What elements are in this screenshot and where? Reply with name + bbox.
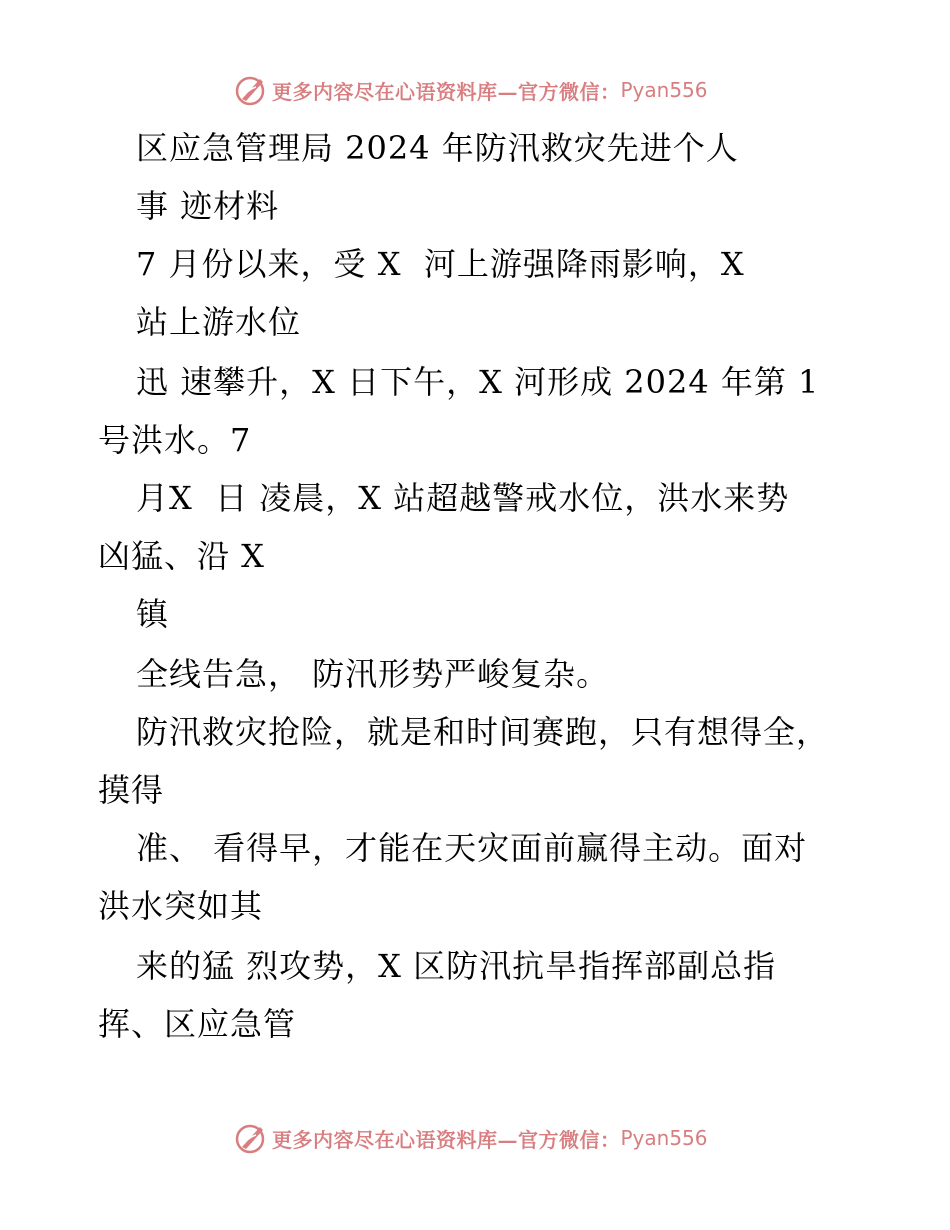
text-line: 月X 日 凌晨，X 站超越警戒水位，洪水来势 bbox=[136, 479, 790, 517]
text-line: 洪水突如其 bbox=[98, 887, 264, 925]
watermark-text: 更多内容尽在心语资料库—官方微信： bbox=[272, 1127, 621, 1152]
text-line: 准、 看得早，才能在天灾面前赢得主动。面对 bbox=[136, 829, 808, 867]
text-line: 全线告急， 防汛形势严峻复杂。 bbox=[136, 655, 610, 693]
quill-logo-icon bbox=[234, 1121, 268, 1155]
title-line: 区应急管理局 2024 年防汛救灾先进个人 bbox=[136, 129, 739, 167]
text-line: 挥、区应急管 bbox=[98, 1005, 297, 1043]
text-line: 凶猛、沿 X bbox=[98, 537, 265, 575]
footer-watermark bbox=[234, 1120, 708, 1156]
watermark-wechat-id: Pyan556 bbox=[620, 78, 708, 102]
text-line: 来的猛 烈攻势，X 区防汛抗旱指挥部副总指 bbox=[136, 947, 777, 985]
text-line: 7 月份以来，受 X 河上游强降雨影响，X bbox=[136, 245, 745, 283]
text-line: 镇 bbox=[136, 595, 170, 633]
text-line: 站上游水位 bbox=[136, 303, 302, 341]
text-line: 摸得 bbox=[98, 771, 165, 809]
title-line: 事 迹材料 bbox=[136, 187, 280, 225]
text-line: 迅 速攀升，X 日下午，X 河形成 2024 年第 1 bbox=[136, 363, 820, 401]
text-line: 号洪水。7 bbox=[98, 421, 252, 459]
watermark-wechat-id: Pyan556 bbox=[620, 1126, 708, 1150]
text-line: 防汛救灾抢险，就是和时间赛跑，只有想得全， bbox=[136, 713, 830, 751]
watermark-text: 更多内容尽在心语资料库—官方微信： bbox=[272, 79, 621, 104]
